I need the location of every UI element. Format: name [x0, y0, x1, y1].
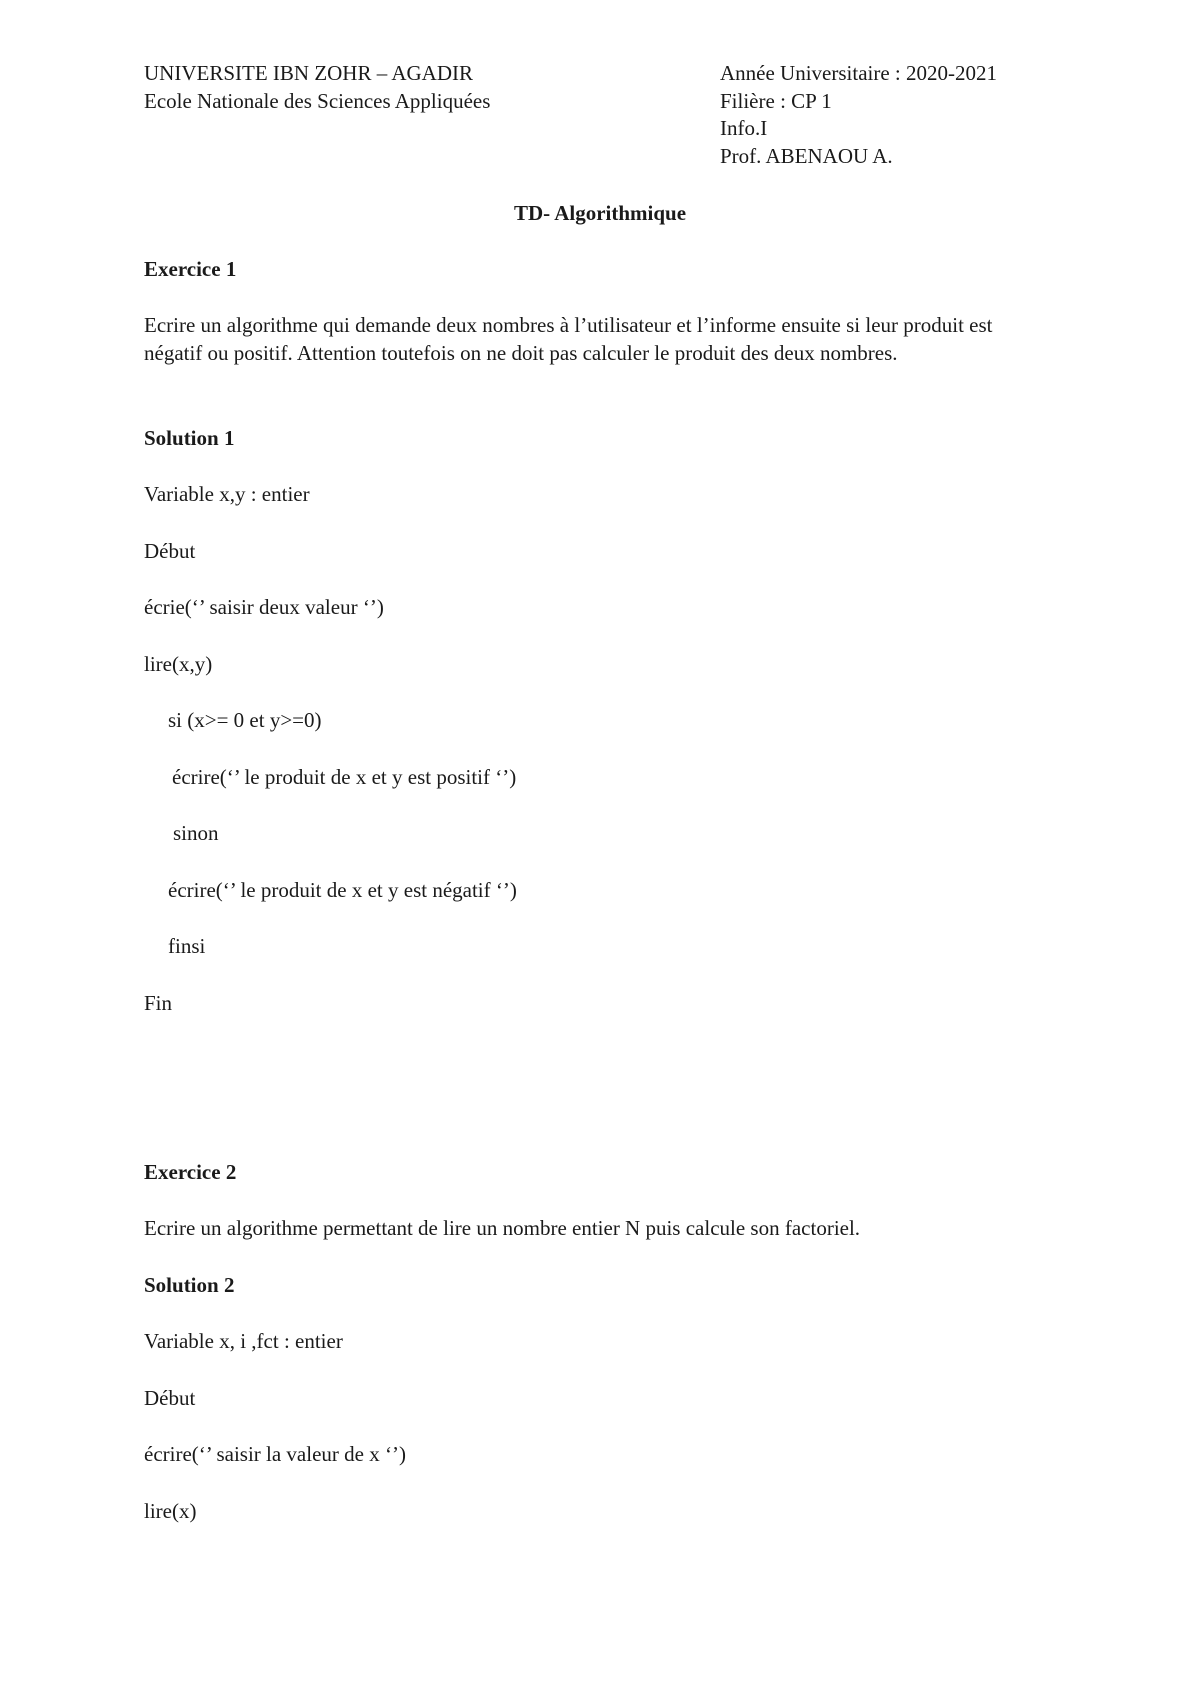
code-line: Fin: [144, 991, 173, 1015]
code-line: finsi: [168, 934, 206, 958]
code-line: écrire(‘’ le produit de x et y est négatif ‘’): [168, 878, 517, 902]
code-line: Variable x, i ,fct : entier: [144, 1329, 343, 1353]
professor-name: Prof. ABENAOU A.: [720, 144, 893, 168]
solution-2-heading: Solution 2: [144, 1273, 235, 1297]
code-line: Début: [144, 1386, 196, 1410]
school-name: Ecole Nationale des Sciences Appliquées: [144, 89, 491, 113]
module-name: Info.I: [720, 116, 768, 140]
code-line: écrire(‘’ saisir la valeur de x ‘’): [144, 1442, 406, 1466]
academic-year: Année Universitaire : 2020-2021: [720, 61, 998, 85]
code-line: lire(x,y): [144, 652, 213, 676]
code-line: Début: [144, 539, 196, 563]
code-line: lire(x): [144, 1499, 197, 1523]
exercise-2-statement: Ecrire un algorithme permettant de lire un nombre entier N puis calcule son factoriel.: [144, 1216, 861, 1240]
code-line: Variable x,y : entier: [144, 482, 310, 506]
code-line: sinon: [173, 821, 219, 845]
exercise-1-statement: Ecrire un algorithme qui demande deux nombres à l’utilisateur et l’informe ensuite si leur produit est négatif ou positif. Attention toutefois on ne doit pas calculer le produit des deux nombres.: [144, 313, 993, 365]
exercise-1-heading: Exercice 1: [144, 257, 237, 281]
document-title: TD- Algorithmique: [513, 201, 687, 225]
exercise-2-heading: Exercice 2: [144, 1160, 237, 1184]
code-line: si (x>= 0 et y>=0): [168, 708, 322, 732]
solution-1-heading: Solution 1: [144, 426, 235, 450]
filiere: Filière : CP 1: [720, 89, 832, 113]
code-line: écrie(‘’ saisir deux valeur ‘’): [144, 595, 384, 619]
university-name: UNIVERSITE IBN ZOHR – AGADIR: [144, 61, 473, 85]
code-line: écrire(‘’ le produit de x et y est positif ‘’): [172, 765, 517, 789]
